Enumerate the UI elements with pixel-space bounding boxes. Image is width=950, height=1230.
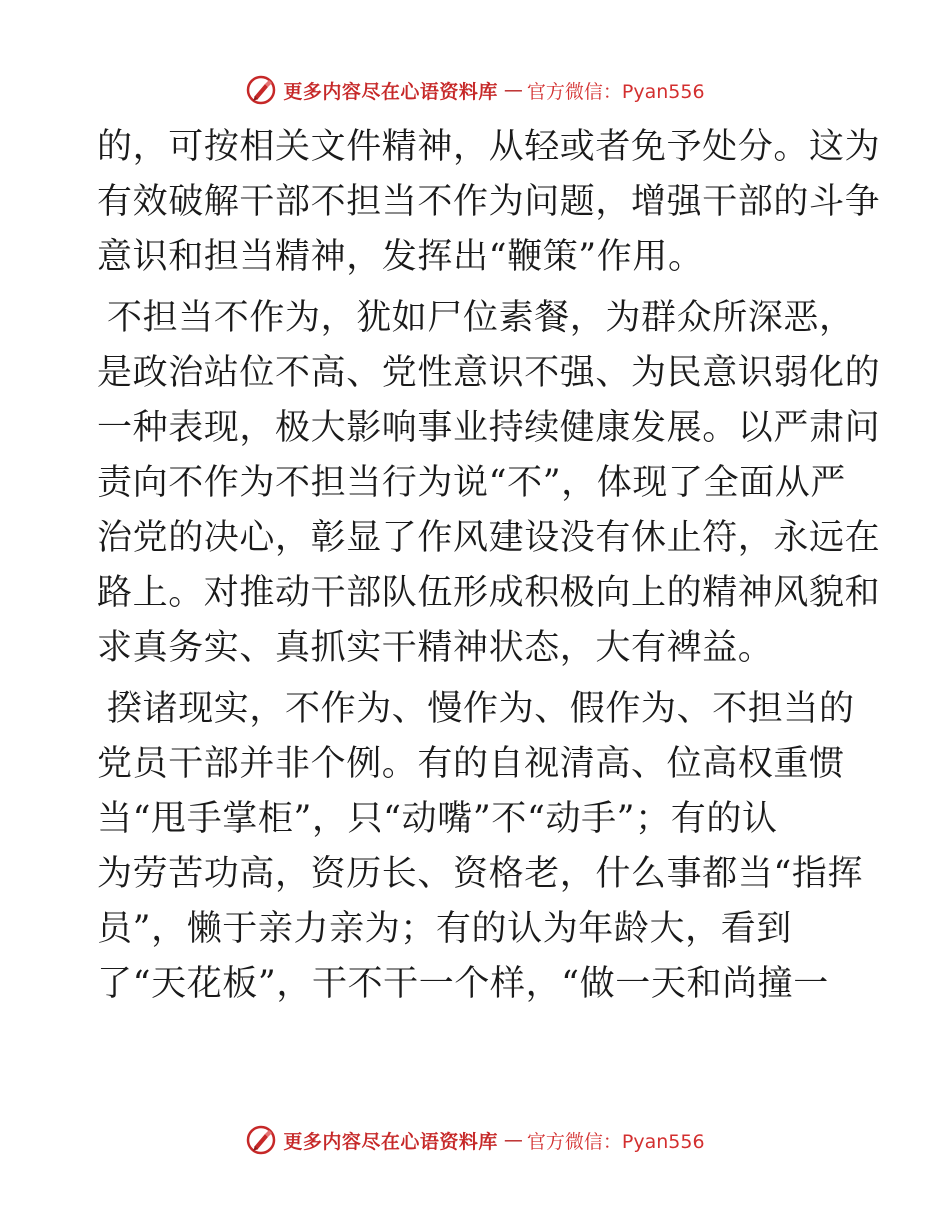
watermark-dash: — <box>503 79 521 101</box>
text-line: 治党的决心，彰显了作风建设没有休止符，永远在 <box>97 518 881 558</box>
paragraph-2 <box>97 291 881 676</box>
watermark-group <box>245 1124 704 1156</box>
watermark-group <box>245 74 704 106</box>
pen-logo-icon <box>245 1124 277 1156</box>
text-line: 是政治站位不高、党性意识不强、为民意识弱化的 <box>97 353 881 393</box>
paragraph-3 <box>97 682 864 1012</box>
watermark-contact: 官方微信：Pyan556 <box>526 80 705 103</box>
pen-logo-icon <box>245 74 277 106</box>
text-line: 为劳苦功高，资历长、资格老，什么事都当“指挥 <box>97 854 864 894</box>
text-line: 意识和担当精神，发挥出“鞭策”作用。 <box>97 237 704 277</box>
watermark-header <box>0 70 950 110</box>
document-body <box>97 120 881 1018</box>
text-line: 揆诸现实，不作为、慢作为、假作为、不担当的 <box>107 689 855 729</box>
watermark-dash: — <box>503 1129 521 1151</box>
text-line: 当“甩手掌柜”，只“动嘴”不“动手”；有的认 <box>97 799 778 839</box>
watermark-contact: 官方微信：Pyan556 <box>526 1130 705 1153</box>
text-line: 路上。对推动干部队伍形成积极向上的精神风貌和 <box>97 573 881 613</box>
watermark-text: 更多内容尽在心语资料库 <box>283 80 498 103</box>
text-line: 了“天花板”，干不干一个样，“做一天和尚撞一 <box>97 964 829 1004</box>
text-line: 责向不作为不担当行为说“不”，体现了全面从严 <box>97 463 846 503</box>
text-line: 不担当不作为，犹如尸位素餐，为群众所深恶， <box>107 298 855 338</box>
text-line: 的，可按相关文件精神，从轻或者免予处分。这为 <box>97 127 881 167</box>
text-line: 一种表现，极大影响事业持续健康发展。以严肃问 <box>97 408 881 448</box>
watermark-text: 更多内容尽在心语资料库 <box>283 1130 498 1153</box>
text-line: 有效破解干部不担当不作为问题，增强干部的斗争 <box>97 182 881 222</box>
text-line: 求真务实、真抓实干精神状态，大有裨益。 <box>97 628 774 668</box>
text-line: 员”，懒于亲力亲为；有的认为年龄大，看到 <box>97 909 792 949</box>
watermark-footer <box>0 1120 950 1160</box>
paragraph-1 <box>97 120 881 285</box>
text-line: 党员干部并非个例。有的自视清高、位高权重惯 <box>97 744 845 784</box>
